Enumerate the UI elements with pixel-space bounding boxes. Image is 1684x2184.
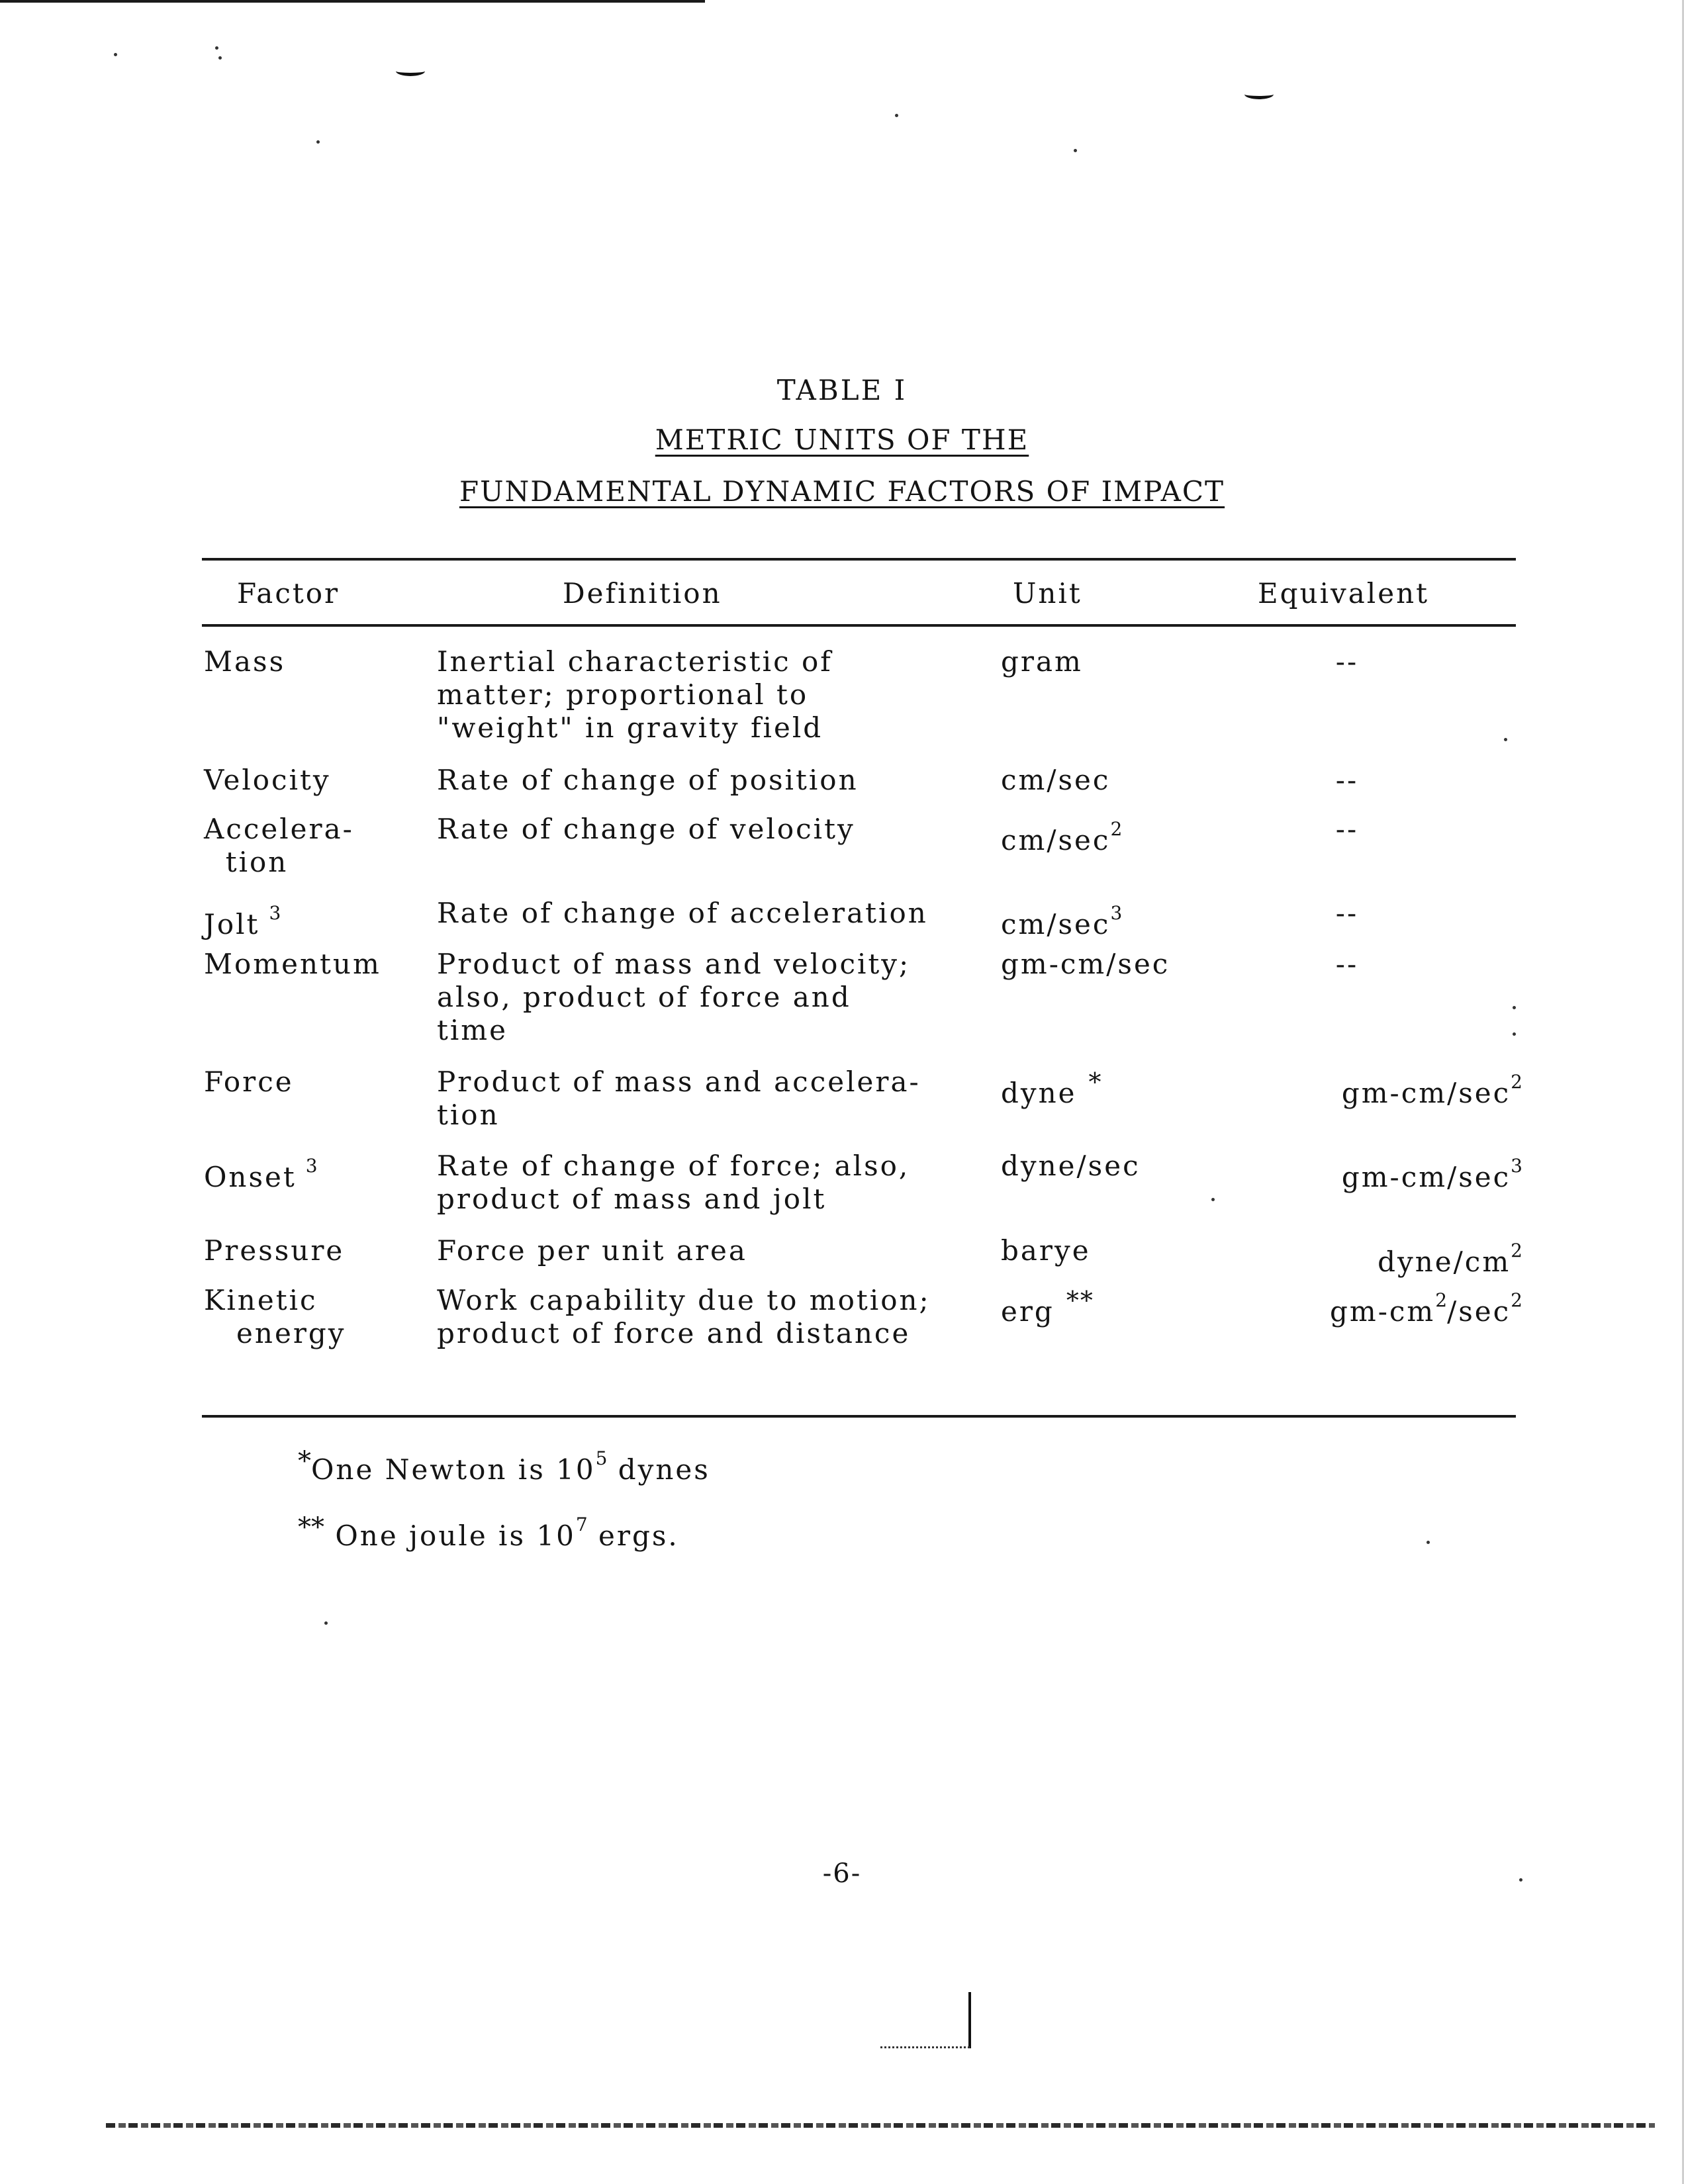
equivalent-text: dyne/cm bbox=[1378, 1246, 1511, 1278]
table-title-line-1 bbox=[0, 424, 1684, 456]
factor-text: Onset bbox=[204, 1161, 297, 1193]
table-title-text-1: METRIC UNITS OF THE bbox=[655, 424, 1029, 456]
scan-speck bbox=[895, 114, 898, 117]
cell-equivalent: -- bbox=[1335, 897, 1359, 929]
footnote-newton bbox=[298, 1446, 710, 1486]
equivalent-exponent: 3 bbox=[1511, 1155, 1522, 1177]
cell-factor: Pressure bbox=[204, 1234, 345, 1267]
footnote-exponent: 7 bbox=[575, 1514, 588, 1535]
footnote-text: One joule is 10 bbox=[324, 1520, 576, 1552]
cell-factor: Momentum bbox=[204, 948, 381, 980]
scan-speck bbox=[324, 1621, 328, 1625]
cell-unit: gm-cm/sec bbox=[1001, 948, 1170, 980]
scan-speck bbox=[1513, 1006, 1516, 1009]
cell-unit: barye bbox=[1001, 1234, 1091, 1267]
scan-speck bbox=[218, 56, 222, 60]
cell-equivalent bbox=[1218, 1284, 1522, 1328]
cell-definition: Product of mass and velocity; also, product of force and time bbox=[437, 948, 911, 1046]
header-unit: Unit bbox=[1013, 577, 1082, 610]
table-bottom-rule bbox=[202, 1415, 1516, 1418]
cell-equivalent bbox=[1218, 1066, 1522, 1110]
scan-speck bbox=[1513, 1032, 1516, 1036]
equivalent-text: gm-cm/sec bbox=[1341, 1161, 1511, 1193]
cell-factor bbox=[204, 897, 416, 941]
unit-text: dyne bbox=[1001, 1077, 1077, 1109]
cell-equivalent: -- bbox=[1335, 948, 1359, 980]
cell-unit bbox=[1001, 813, 1252, 857]
table-number: TABLE I bbox=[776, 374, 908, 406]
scan-speck bbox=[1504, 738, 1507, 741]
equivalent-text: gm-cm/sec bbox=[1341, 1077, 1511, 1109]
scan-bottom-noise bbox=[106, 2123, 1655, 2128]
factor-reference: 3 bbox=[269, 902, 281, 924]
cell-definition: Rate of change of position bbox=[437, 764, 859, 796]
cell-definition: Force per unit area bbox=[437, 1234, 747, 1267]
factor-reference: 3 bbox=[305, 1155, 318, 1177]
scan-speck bbox=[114, 53, 117, 56]
footnote-tail: dynes bbox=[607, 1453, 710, 1486]
unit-text: cm/sec bbox=[1001, 908, 1111, 940]
cell-factor bbox=[204, 1150, 416, 1194]
unit-text: cm/sec bbox=[1001, 824, 1111, 856]
footnote-mark: * bbox=[1088, 1068, 1103, 1097]
scan-mark-vertical bbox=[968, 1992, 971, 2048]
cell-unit: cm/sec bbox=[1001, 764, 1111, 796]
footnote-text: One Newton is 10 bbox=[311, 1453, 596, 1486]
equivalent-exponent: 2 bbox=[1511, 1240, 1522, 1261]
cell-definition: Rate of change of acceleration bbox=[437, 897, 928, 929]
cell-factor: Mass bbox=[204, 645, 286, 678]
cell-definition: Work capability due to motion; product of force and distance bbox=[437, 1284, 931, 1349]
equivalent-text: /sec bbox=[1447, 1295, 1511, 1328]
equivalent-text: gm-cm bbox=[1329, 1295, 1436, 1328]
cell-equivalent: -- bbox=[1335, 813, 1359, 845]
cell-definition: Rate of change of velocity bbox=[437, 813, 855, 845]
scan-speck bbox=[1427, 1541, 1430, 1544]
table-header-rule bbox=[202, 624, 1516, 627]
cell-equivalent bbox=[1218, 1150, 1522, 1194]
scan-mark-horizontal bbox=[880, 2046, 970, 2048]
footnote-joule bbox=[298, 1512, 679, 1552]
footnote-mark: ** bbox=[1066, 1286, 1094, 1315]
scan-top-edge bbox=[0, 0, 705, 3]
equivalent-exponent: 2 bbox=[1511, 1289, 1522, 1311]
cell-factor: Accelera- tion bbox=[204, 813, 354, 878]
footnote-symbol: * bbox=[298, 1446, 311, 1477]
table-top-rule bbox=[202, 558, 1516, 561]
cell-factor: Velocity bbox=[204, 764, 331, 796]
footnote-symbol: ** bbox=[298, 1512, 324, 1543]
table-title-text-2: FUNDAMENTAL DYNAMIC FACTORS OF IMPACT bbox=[459, 475, 1225, 508]
scan-speck bbox=[1074, 149, 1077, 152]
cell-factor: Force bbox=[204, 1066, 294, 1098]
factor-text: Jolt bbox=[204, 908, 260, 940]
cell-equivalent: -- bbox=[1335, 645, 1359, 678]
cell-unit: dyne/sec bbox=[1001, 1150, 1141, 1182]
cell-unit bbox=[1001, 897, 1252, 941]
cell-unit bbox=[1001, 1066, 1252, 1110]
cell-definition: Inertial characteristic of matter; proportional to "weight" in gravity field bbox=[437, 645, 833, 744]
cell-factor: Kinetic energy bbox=[204, 1284, 346, 1349]
header-definition: Definition bbox=[563, 577, 722, 610]
unit-exponent: 2 bbox=[1110, 818, 1123, 840]
cell-unit bbox=[1001, 1284, 1252, 1328]
footnote-tail: ergs. bbox=[587, 1520, 679, 1552]
table-title-line-2 bbox=[0, 475, 1684, 508]
cell-definition: Rate of change of force; also, product of mass and jolt bbox=[437, 1150, 910, 1215]
equivalent-exponent: 2 bbox=[1511, 1071, 1522, 1093]
header-equivalent: Equivalent bbox=[1258, 577, 1430, 610]
cell-equivalent bbox=[1218, 1234, 1522, 1279]
unit-text: erg bbox=[1001, 1295, 1054, 1328]
cell-definition: Product of mass and accelera- tion bbox=[437, 1066, 921, 1131]
scan-mark bbox=[396, 66, 425, 76]
cell-equivalent: -- bbox=[1335, 764, 1359, 796]
scan-mark bbox=[1244, 89, 1274, 99]
unit-exponent: 3 bbox=[1110, 902, 1123, 924]
scan-speck bbox=[215, 46, 218, 50]
scan-speck bbox=[316, 140, 320, 144]
scan-speck bbox=[1211, 1198, 1215, 1201]
header-factor: Factor bbox=[237, 577, 340, 610]
footnote-exponent: 5 bbox=[595, 1447, 608, 1469]
page-number: -6- bbox=[822, 1858, 862, 1889]
equivalent-exponent: 2 bbox=[1435, 1289, 1448, 1311]
cell-unit: gram bbox=[1001, 645, 1083, 678]
